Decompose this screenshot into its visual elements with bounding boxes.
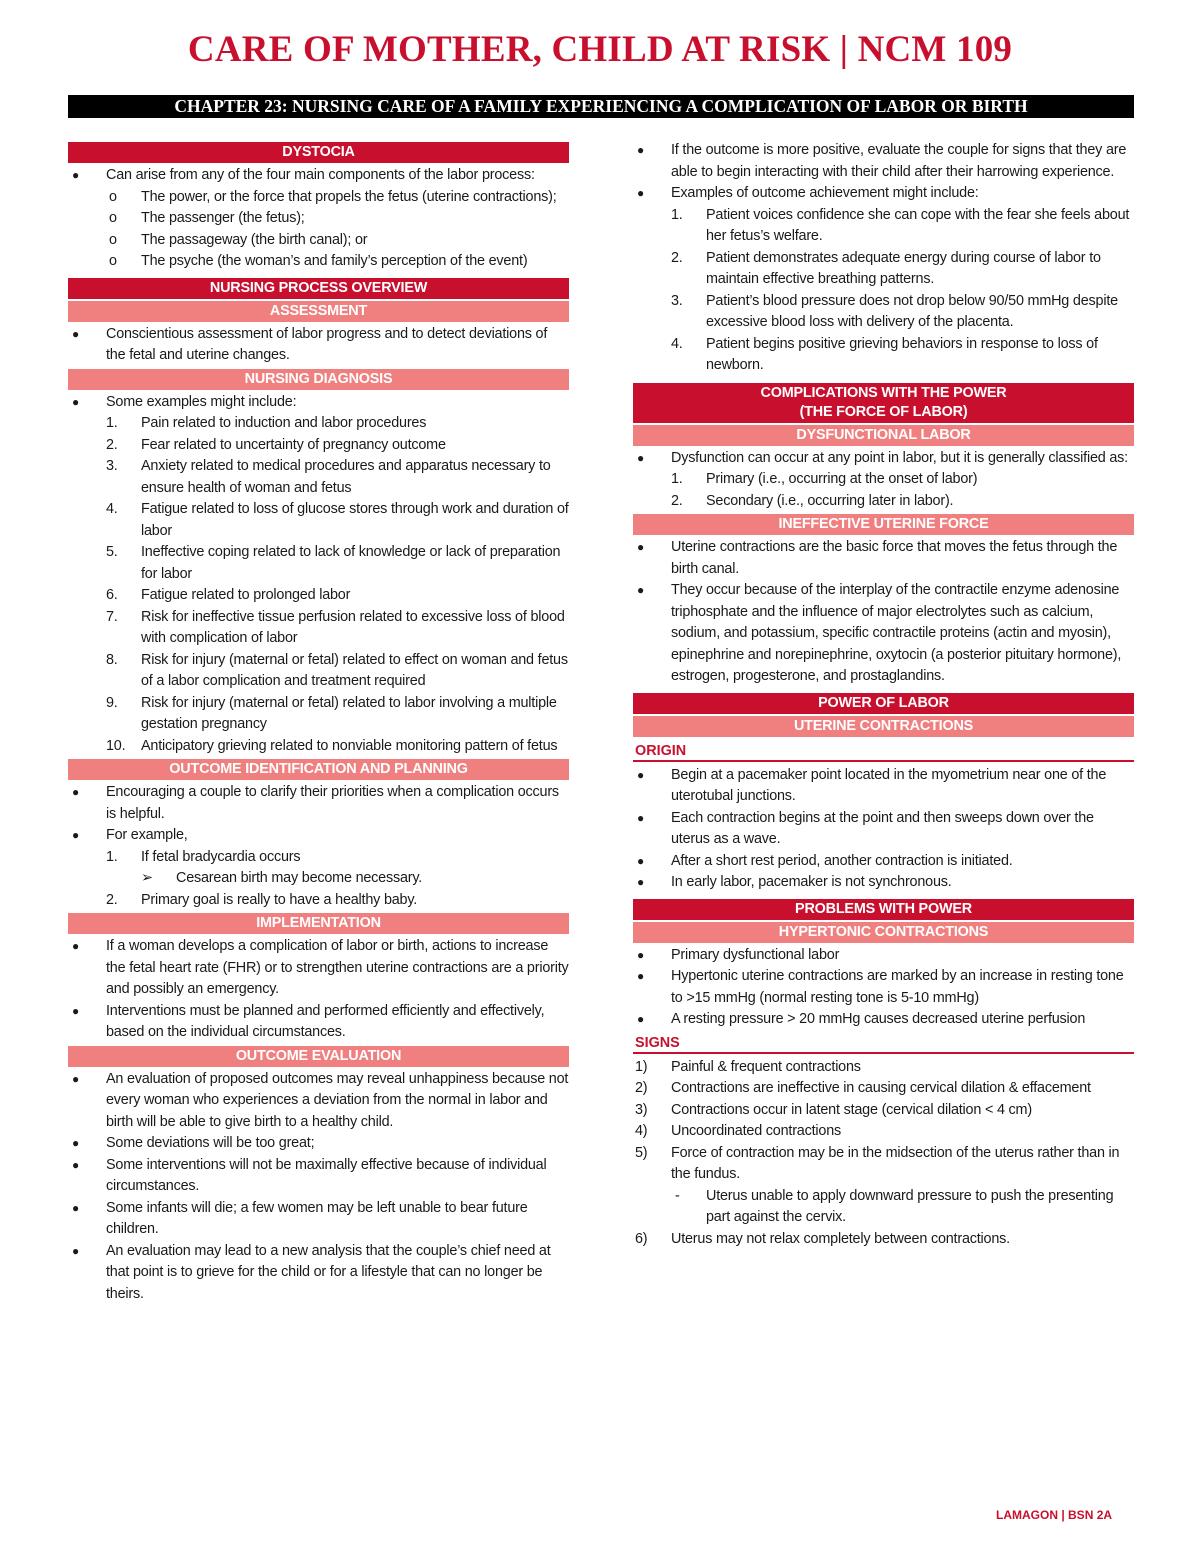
numbered-item: 1. Primary (i.e., occurring at the onset of labor) [671, 471, 978, 487]
section-header-dystocia: DYSTOCIA [68, 142, 569, 163]
list-item: ● An evaluation may lead to a new analysis that the couple’s chief need at that point is to grieve for the child or for a lifestyle that can no longer be theirs. [72, 1242, 551, 1302]
right-column [633, 140, 1134, 1250]
arrow-item: ➢ Cesarean birth may become necessary. [68, 868, 569, 890]
arrow-icon: ➢ [141, 870, 153, 886]
numbered-item: 1. Pain related to induction and labor procedures [106, 415, 427, 431]
list-item: ● If the outcome is more positive, evaluate the couple for signs that they are able to begin interacting with their child after their harrowing experience. [637, 142, 1127, 180]
list-item: ● They occur because of the interplay of the contractile enzyme adenosine triphosphate and the influence of major electrolytes such as calcium, sodium, and potassium, specific contractile proteins (actin and myosin), epinephrine and norepinephrine, oxytocin (a posterior pituitary hormone), estrogen, progesterone, and prostaglandins. [637, 582, 1122, 684]
list-item: ● Some interventions will not be maximally effective because of individual circumstances. [72, 1156, 547, 1194]
sign-item: 3) Contractions occur in latent stage (cervical dilation < 4 cm) [635, 1101, 1032, 1118]
list-item: o The psyche (the woman’s and family’s perception of the event) [109, 253, 528, 269]
list-item: ● Each contraction begins at the point and then sweeps down over the uterus as a wave. [637, 809, 1094, 847]
numbered-item: 10. Anticipatory grieving related to nonviable monitoring pattern of fetus [106, 737, 558, 754]
list-item: ● Encouraging a couple to clarify their priorities when a complication occurs is helpful. [72, 784, 559, 822]
section-header-complications-power [633, 383, 1134, 423]
list-item: ● A resting pressure > 20 mmHg causes decreased uterine perfusion [637, 1011, 1086, 1027]
header-line: COMPLICATIONS WITH THE POWER [760, 384, 1007, 401]
list-item: ● For example, [72, 827, 188, 843]
section-header-nursing-diagnosis: NURSING DIAGNOSIS [68, 369, 569, 390]
section-header-nursing-process: NURSING PROCESS OVERVIEW [68, 278, 569, 299]
numbered-item: 8. Risk for injury (maternal or fetal) related to effect on woman and fetus of a labor complication and treatment required [106, 651, 568, 689]
sign-item: 5) Force of contraction may be in the midsection of the uterus rather than in the fundus. [635, 1144, 1120, 1182]
sign-item: 6) Uterus may not relax completely between contractions. [635, 1230, 1010, 1247]
list-item: ● Some deviations will be too great; [72, 1135, 315, 1151]
numbered-item: 1. Patient voices confidence she can cope with the fear she feels about her fetus’s welfare. [671, 206, 1130, 244]
section-header-implementation: IMPLEMENTATION [68, 913, 569, 934]
section-header-power-of-labor: POWER OF LABOR [633, 693, 1134, 714]
sign-item: 2) Contractions are ineffective in causing cervical dilation & effacement [635, 1080, 1091, 1096]
numbered-item: 3. Anxiety related to medical procedures and apparatus necessary to ensure health of woman and fetus [106, 458, 551, 496]
list-item: ● Examples of outcome achievement might include: [637, 185, 979, 201]
numbered-item: 6. Fatigue related to prolonged labor [106, 587, 351, 603]
header-line: (THE FORCE OF LABOR) [799, 403, 968, 420]
list-item: ● Conscientious assessment of labor progress and to detect deviations of the fetal and uterine changes. [72, 325, 548, 363]
left-column [68, 140, 569, 1305]
list-item: o The passageway (the birth canal); or [109, 231, 368, 248]
list-item: ● If a woman develops a complication of labor or birth, actions to increase the fetal heart rate (FHR) or to strengthen uterine contractions are a priority and possibly an emergency. [72, 938, 569, 997]
chapter-heading: CHAPTER 23: NURSING CARE OF A FAMILY EXPERIENCING A COMPLICATION OF LABOR OR BIRTH [68, 95, 1134, 118]
list-item: ● In early labor, pacemaker is not synchronous. [637, 874, 952, 890]
section-header-assessment: ASSESSMENT [68, 301, 569, 322]
list-item: ● Some infants will die; a few women may be left unable to bear future children. [72, 1199, 528, 1237]
numbered-item: 5. Ineffective coping related to lack of knowledge or lack of preparation for labor [106, 544, 561, 582]
section-header-dysfunctional-labor: DYSFUNCTIONAL LABOR [633, 425, 1134, 446]
list-item: ● Begin at a pacemaker point located in the myometrium near one of the uterotubal junctions. [637, 766, 1107, 804]
numbered-item: 1. If fetal bradycardia occurs [106, 848, 301, 865]
section-header-outcome-planning: OUTCOME IDENTIFICATION AND PLANNING [68, 759, 569, 780]
list-item: ● Interventions must be planned and performed efficiently and effectively, based on the individual circumstances. [72, 1002, 545, 1040]
numbered-item: 2. Fear related to uncertainty of pregnancy outcome [106, 436, 446, 453]
list-item: ● Hypertonic uterine contractions are marked by an increase in resting tone to >15 mmHg (normal resting tone is 5-10 mmHg) [637, 968, 1124, 1006]
list-item: o The passenger (the fetus); [109, 210, 305, 226]
document-title: CARE OF MOTHER, CHILD AT RISK | NCM 109 [187, 29, 1013, 70]
section-header-uterine-contractions: UTERINE CONTRACTIONS [633, 716, 1134, 737]
list-item: ● Can arise from any of the four main components of the labor process: [72, 167, 535, 183]
list-item: ● An evaluation of proposed outcomes may reveal unhappiness because not every woman who experiences a deviation from the normal in labor and birth will be able to give birth to a healthy child. [72, 1070, 569, 1130]
numbered-item: 7. Risk for ineffective tissue perfusion related to excessive loss of blood with complication of labor [106, 608, 565, 646]
list-item: o The power, or the force that propels the fetus (uterine contractions); [109, 188, 557, 205]
numbered-item: 2. Primary goal is really to have a healthy baby. [106, 891, 418, 908]
section-header-problems-power: PROBLEMS WITH POWER [633, 899, 1134, 920]
list-item: ● After a short rest period, another contraction is initiated. [637, 852, 1013, 869]
sign-item: 1) Painful & frequent contractions [635, 1058, 861, 1075]
list-item: ● Dysfunction can occur at any point in labor, but it is generally classified as: [637, 449, 1128, 466]
list-item: ● Primary dysfunctional labor [637, 946, 840, 963]
numbered-item: 2. Patient demonstrates adequate energy during course of labor to maintain effective breathing patterns. [671, 249, 1101, 287]
subheading-origin: ORIGIN [633, 739, 1134, 762]
numbered-item: 4. Fatigue related to loss of glucose stores through work and duration of labor [106, 501, 569, 539]
list-item: ● Some examples might include: [72, 393, 297, 410]
sign-item: 4) Uncoordinated contractions [635, 1123, 841, 1139]
section-header-ineffective-force: INEFFECTIVE UTERINE FORCE [633, 514, 1134, 535]
numbered-item: 4. Patient begins positive grieving behaviors in response to loss of newborn. [671, 335, 1098, 373]
section-header-outcome-evaluation: OUTCOME EVALUATION [68, 1046, 569, 1067]
list-item: ● Uterine contractions are the basic force that moves the fetus through the birth canal. [637, 539, 1118, 577]
subheading-signs: SIGNS [633, 1031, 1134, 1054]
section-header-hypertonic: HYPERTONIC CONTRACTIONS [633, 922, 1134, 943]
footer-author: LAMAGON | BSN 2A [996, 1508, 1113, 1522]
numbered-item: 2. Secondary (i.e., occurring later in labor). [671, 492, 954, 509]
numbered-item: 9. Risk for injury (maternal or fetal) related to labor involving a multiple gestation pregnancy [106, 694, 557, 732]
numbered-item: 3. Patient’s blood pressure does not drop below 90/50 mmHg despite excessive blood loss with delivery of the placenta. [671, 292, 1118, 330]
dash-item: - Uterus unable to apply downward pressure to push the presenting part against the cervix. [675, 1187, 1114, 1225]
